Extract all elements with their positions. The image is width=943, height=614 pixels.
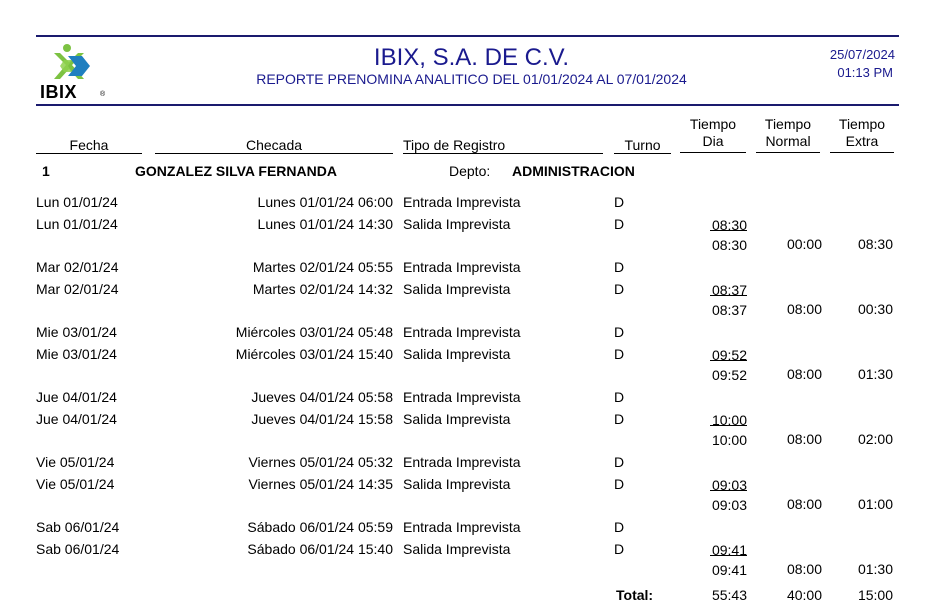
row-tipo-registro: Entrada Imprevista (403, 389, 521, 405)
row-checada: Sábado 06/01/24 05:59 (247, 519, 393, 535)
col-header-tiempo-dia-line2: Dia (702, 133, 724, 149)
row-checada: Viernes 05/01/24 14:35 (248, 476, 393, 492)
subtotal-tiempo-dia: 09:41 (710, 555, 747, 578)
total-label: Total: (616, 587, 654, 603)
col-underline-checada (155, 153, 393, 154)
company-title: IBIX, S.A. DE C.V. (373, 44, 570, 71)
row-tipo-registro: Entrada Imprevista (403, 519, 521, 535)
row-tiempo-dia: 09:03 (711, 477, 747, 493)
col-header-tiempo-dia-line1: Tiempo (689, 116, 737, 132)
col-header-tiempo-dia (680, 116, 746, 150)
total-tiempo-dia: 55:43 (711, 587, 747, 603)
row-tiempo-dia: 10:00 (711, 412, 747, 428)
row-tipo-registro: Entrada Imprevista (403, 194, 521, 210)
row-fecha: Mar 02/01/24 (36, 259, 119, 275)
row-checada: Miércoles 03/01/24 15:40 (235, 346, 393, 362)
employee-name: GONZALEZ SILVA FERNANDA (135, 163, 337, 179)
row-turno: D (614, 259, 625, 275)
row-checada: Jueves 04/01/24 15:58 (251, 411, 393, 427)
row-checada: Sábado 06/01/24 15:40 (247, 541, 393, 557)
row-fecha: Lun 01/01/24 (36, 216, 118, 232)
row-checada: Jueves 04/01/24 05:58 (251, 389, 393, 405)
col-underline-turno (614, 153, 671, 154)
row-turno: D (614, 389, 625, 405)
row-tipo-registro: Salida Imprevista (403, 216, 511, 232)
header-rule (36, 104, 899, 106)
depto-value: ADMINISTRACION (512, 163, 635, 179)
row-tipo-registro: Entrada Imprevista (403, 324, 521, 340)
row-tipo-registro: Entrada Imprevista (403, 454, 521, 470)
row-fecha: Mie 03/01/24 (36, 324, 117, 340)
subtotal-tiempo-normal: 08:00 (786, 301, 822, 317)
row-turno: D (614, 346, 625, 362)
row-tipo-registro: Salida Imprevista (403, 411, 511, 427)
col-header-tipo: Tipo de Registro (403, 137, 506, 153)
row-turno: D (614, 281, 625, 297)
row-checada: Martes 02/01/24 14:32 (252, 281, 393, 297)
subtotal-tiempo-dia: 08:30 (710, 230, 747, 253)
col-underline-tiempo-extra (830, 152, 894, 153)
row-turno: D (614, 519, 625, 535)
row-turno: D (614, 476, 625, 492)
col-header-tiempo-normal-line2: Normal (765, 133, 811, 149)
top-rule (36, 35, 899, 37)
row-tiempo-dia: 08:30 (711, 217, 747, 233)
logo-registered-mark: ® (100, 91, 106, 98)
col-header-tiempo-normal (756, 116, 820, 150)
col-header-checada: Checada (245, 137, 303, 153)
report-date: 25/07/2024 (829, 47, 895, 62)
subtotal-tiempo-extra: 01:30 (857, 561, 893, 577)
subtotal-tiempo-normal: 08:00 (786, 431, 822, 447)
col-underline-tiempo-normal (756, 152, 820, 153)
row-checada: Lunes 01/01/24 06:00 (257, 194, 393, 210)
row-checada: Miércoles 03/01/24 05:48 (235, 324, 393, 340)
col-header-tiempo-extra-line2: Extra (845, 133, 879, 149)
row-tiempo-dia: 09:41 (711, 542, 747, 558)
report-title: REPORTE PRENOMINA ANALITICO DEL 01/01/2024 AL 07/01/2024 (256, 71, 687, 87)
row-fecha: Sab 06/01/24 (36, 541, 120, 557)
col-header-tiempo-extra-line1: Tiempo (838, 116, 886, 132)
row-checada: Viernes 05/01/24 05:32 (248, 454, 393, 470)
row-fecha: Mar 02/01/24 (36, 281, 119, 297)
report-time: 01:13 PM (837, 65, 893, 80)
row-turno: D (614, 216, 625, 232)
row-turno: D (614, 194, 625, 210)
col-header-tiempo-normal-line1: Tiempo (764, 116, 812, 132)
col-header-tiempo-extra (830, 116, 894, 150)
total-tiempo-extra: 15:00 (857, 587, 893, 603)
row-fecha: Vie 05/01/24 (36, 454, 115, 470)
depto-label: Depto: (449, 163, 491, 179)
row-turno: D (614, 541, 625, 557)
subtotal-tiempo-normal: 08:00 (786, 561, 822, 577)
row-fecha: Mie 03/01/24 (36, 346, 117, 362)
employee-number: 1 (42, 163, 50, 179)
subtotal-tiempo-extra: 02:00 (857, 431, 893, 447)
col-underline-tiempo-dia (680, 152, 746, 153)
row-checada: Lunes 01/01/24 14:30 (257, 216, 393, 232)
subtotal-tiempo-normal: 00:00 (786, 236, 822, 252)
subtotal-tiempo-extra: 00:30 (857, 301, 893, 317)
subtotal-tiempo-extra: 01:30 (857, 366, 893, 382)
col-header-turno: Turno (624, 137, 661, 153)
subtotal-tiempo-normal: 08:00 (786, 366, 822, 382)
row-tipo-registro: Salida Imprevista (403, 346, 511, 362)
col-underline-fecha (36, 153, 142, 154)
logo-text: IBIX (40, 82, 78, 102)
col-underline-tipo (403, 153, 603, 154)
row-tiempo-dia: 09:52 (711, 347, 747, 363)
row-turno: D (614, 411, 625, 427)
subtotal-tiempo-dia: 09:03 (710, 490, 747, 513)
subtotal-tiempo-extra: 08:30 (857, 236, 893, 252)
row-tipo-registro: Entrada Imprevista (403, 259, 521, 275)
subtotal-tiempo-dia: 09:52 (710, 360, 747, 383)
row-turno: D (614, 324, 625, 340)
subtotal-tiempo-normal: 08:00 (786, 496, 822, 512)
row-checada: Martes 02/01/24 05:55 (252, 259, 393, 275)
row-tipo-registro: Salida Imprevista (403, 541, 511, 557)
total-tiempo-normal: 40:00 (786, 587, 822, 603)
row-fecha: Lun 01/01/24 (36, 194, 118, 210)
col-header-fecha: Fecha (69, 137, 109, 153)
row-tiempo-dia: 08:37 (711, 282, 747, 298)
row-turno: D (614, 454, 625, 470)
row-fecha: Vie 05/01/24 (36, 476, 115, 492)
row-tipo-registro: Salida Imprevista (403, 476, 511, 492)
row-tipo-registro: Salida Imprevista (403, 281, 511, 297)
row-fecha: Jue 04/01/24 (36, 411, 117, 427)
subtotal-tiempo-dia: 10:00 (710, 425, 747, 448)
row-fecha: Sab 06/01/24 (36, 519, 120, 535)
subtotal-tiempo-extra: 01:00 (857, 496, 893, 512)
subtotal-tiempo-dia: 08:37 (710, 295, 747, 318)
row-fecha: Jue 04/01/24 (36, 389, 117, 405)
